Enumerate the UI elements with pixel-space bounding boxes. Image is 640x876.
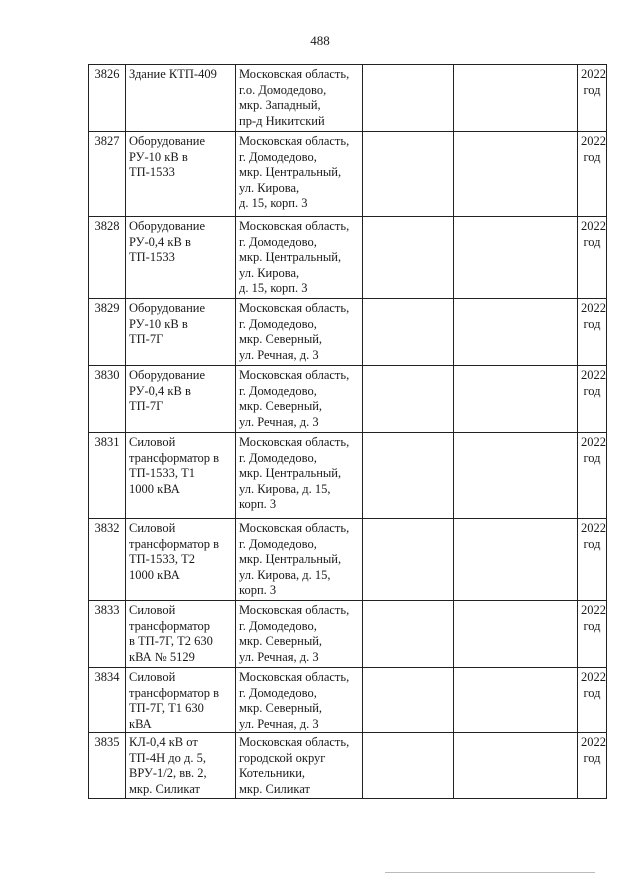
year-cell: 2022 год: [578, 519, 607, 601]
row-number: 3827: [89, 132, 126, 217]
row-number: 3829: [89, 299, 126, 366]
empty-cell-4: [363, 668, 454, 733]
empty-cell-4: [363, 733, 454, 799]
object-name: Силовой трансформатор в ТП-1533, Т2 1000 кВА: [126, 519, 236, 601]
registry-table-body: [89, 65, 607, 799]
empty-cell-5: [454, 733, 578, 799]
object-address: Московская область, г. Домодедово, мкр. Северный, ул. Речная, д. 3: [236, 668, 363, 733]
object-address: Московская область, г. Домодедово, мкр. Центральный, ул. Кирова, д. 15, корп. 3: [236, 217, 363, 299]
empty-cell-4: [363, 366, 454, 433]
empty-cell-5: [454, 433, 578, 519]
page-number: 488: [310, 33, 330, 48]
object-name: КЛ-0,4 кВ от ТП-4Н до д. 5, ВРУ-1/2, вв. 2, мкр. Силикат: [126, 733, 236, 799]
year-cell: 2022 год: [578, 366, 607, 433]
empty-cell-5: [454, 132, 578, 217]
bottom-rule: [385, 872, 595, 873]
empty-cell-5: [454, 217, 578, 299]
year-cell: 2022 год: [578, 132, 607, 217]
object-name: Оборудование РУ-0,4 кВ в ТП-1533: [126, 217, 236, 299]
empty-cell-4: [363, 299, 454, 366]
year-cell: 2022 год: [578, 601, 607, 668]
year-cell: 2022 год: [578, 65, 607, 132]
row-number: 3830: [89, 366, 126, 433]
object-name: Силовой трансформатор в ТП-7Г, Т2 630 кВА № 5129: [126, 601, 236, 668]
table-row: [89, 733, 607, 799]
empty-cell-5: [454, 65, 578, 132]
row-number: 3835: [89, 733, 126, 799]
year-cell: 2022 год: [578, 217, 607, 299]
empty-cell-4: [363, 217, 454, 299]
object-name: Силовой трансформатор в ТП-7Г, Т1 630 кВА: [126, 668, 236, 733]
row-number: 3833: [89, 601, 126, 668]
empty-cell-4: [363, 601, 454, 668]
table-row: [89, 519, 607, 601]
object-name: Оборудование РУ-10 кВ в ТП-7Г: [126, 299, 236, 366]
table-row: [89, 132, 607, 217]
year-cell: 2022 год: [578, 668, 607, 733]
table-row: [89, 217, 607, 299]
object-name: Здание КТП-409: [126, 65, 236, 132]
empty-cell-5: [454, 519, 578, 601]
row-number: 3831: [89, 433, 126, 519]
row-number: 3832: [89, 519, 126, 601]
table-row: [89, 433, 607, 519]
table-row: [89, 668, 607, 733]
empty-cell-5: [454, 601, 578, 668]
row-number: 3828: [89, 217, 126, 299]
object-address: Московская область, г. Домодедово, мкр. Центральный, ул. Кирова, д. 15, корп. 3: [236, 519, 363, 601]
registry-table: [88, 64, 607, 799]
row-number: 3834: [89, 668, 126, 733]
year-cell: 2022 год: [578, 433, 607, 519]
empty-cell-5: [454, 299, 578, 366]
object-name: Силовой трансформатор в ТП-1533, Т1 1000 кВА: [126, 433, 236, 519]
table-row: [89, 65, 607, 132]
object-address: Московская область, г. Домодедово, мкр. Северный, ул. Речная, д. 3: [236, 299, 363, 366]
object-name: Оборудование РУ-10 кВ в ТП-1533: [126, 132, 236, 217]
empty-cell-4: [363, 519, 454, 601]
empty-cell-4: [363, 132, 454, 217]
object-name: Оборудование РУ-0,4 кВ в ТП-7Г: [126, 366, 236, 433]
year-cell: 2022 год: [578, 733, 607, 799]
object-address: Московская область, г. Домодедово, мкр. Центральный, ул. Кирова, д. 15, корп. 3: [236, 433, 363, 519]
object-address: Московская область, г. Домодедово, мкр. Северный, ул. Речная, д. 3: [236, 601, 363, 668]
empty-cell-4: [363, 65, 454, 132]
empty-cell-5: [454, 366, 578, 433]
empty-cell-5: [454, 668, 578, 733]
object-address: Московская область, городской округ Котельники, мкр. Силикат: [236, 733, 363, 799]
object-address: Московская область, г.о. Домодедово, мкр. Западный, пр-д Никитский: [236, 65, 363, 132]
row-number: 3826: [89, 65, 126, 132]
empty-cell-4: [363, 433, 454, 519]
table-row: [89, 366, 607, 433]
object-address: Московская область, г. Домодедово, мкр. Северный, ул. Речная, д. 3: [236, 366, 363, 433]
year-cell: 2022 год: [578, 299, 607, 366]
table-row: [89, 601, 607, 668]
object-address: Московская область, г. Домодедово, мкр. Центральный, ул. Кирова, д. 15, корп. 3: [236, 132, 363, 217]
table-row: [89, 299, 607, 366]
